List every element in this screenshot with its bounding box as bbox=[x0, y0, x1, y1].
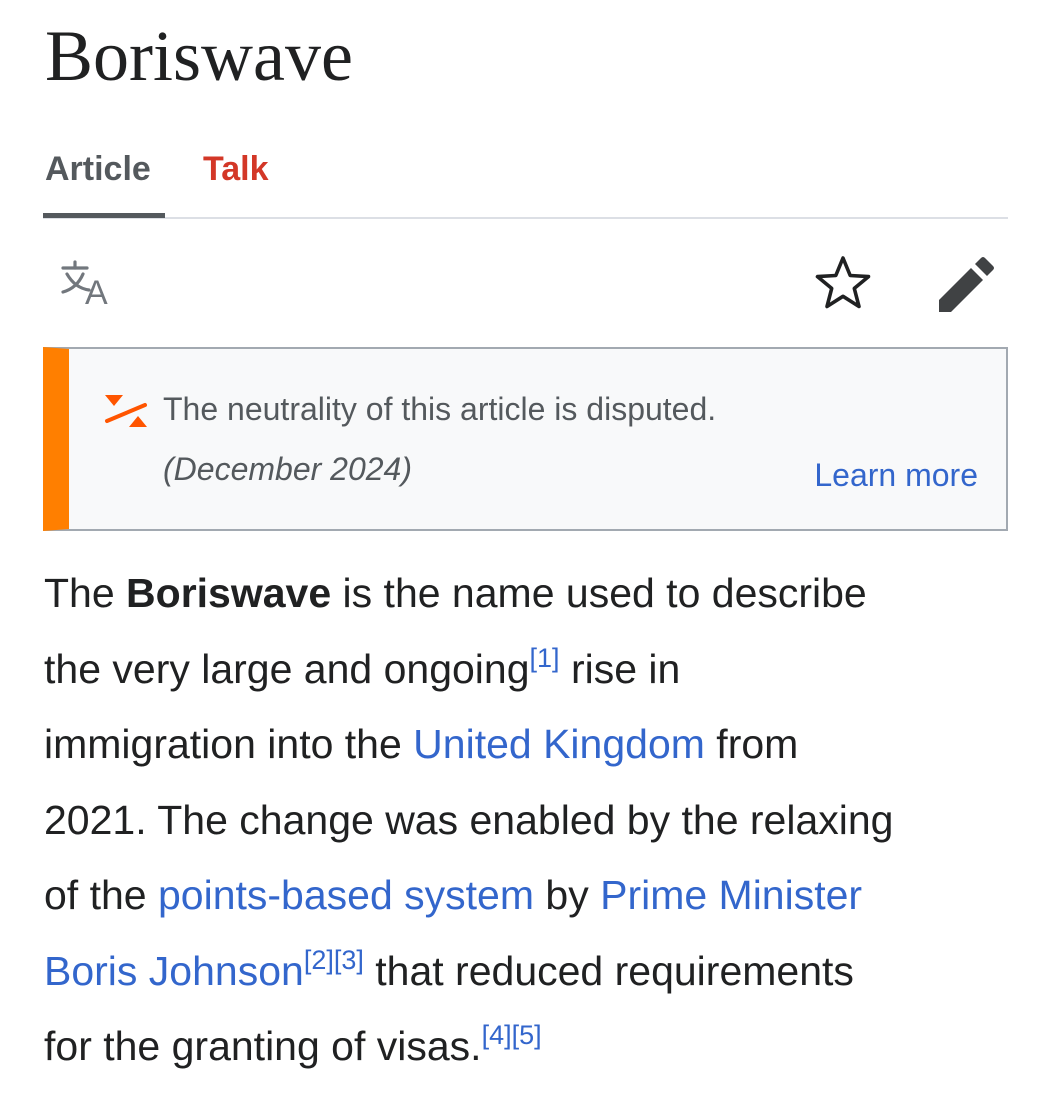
reference-1[interactable]: [1] bbox=[529, 642, 560, 673]
paragraph-line bbox=[44, 858, 1009, 934]
text-run: is the name used to describe bbox=[331, 570, 867, 616]
notice-date: (December 2024) bbox=[163, 451, 412, 487]
pov-scales-icon bbox=[101, 391, 151, 441]
paragraph-line bbox=[44, 556, 1009, 632]
text-run: for the granting of visas. bbox=[44, 1023, 482, 1069]
edit-pencil-icon[interactable] bbox=[927, 248, 999, 320]
paragraph-line bbox=[44, 783, 1009, 859]
text-run: the very large and ongoing bbox=[44, 645, 530, 692]
watch-star-icon[interactable] bbox=[807, 248, 879, 320]
paragraph-line bbox=[44, 632, 1009, 708]
reference-3[interactable]: [3] bbox=[333, 944, 364, 975]
paragraph-line bbox=[44, 934, 1009, 1010]
link-points-based-system[interactable]: points-based system bbox=[157, 872, 534, 918]
page-title: Boriswave bbox=[45, 16, 353, 96]
link-united-kingdom[interactable]: United Kingdom bbox=[413, 721, 705, 767]
learn-more-link[interactable]: Learn more bbox=[814, 457, 978, 493]
page-tabs bbox=[43, 145, 1008, 219]
neutrality-notice bbox=[43, 347, 1008, 531]
language-icon[interactable] bbox=[49, 248, 121, 320]
article-paragraph bbox=[44, 556, 1009, 1085]
text-run: of the bbox=[44, 872, 158, 918]
paragraph-line bbox=[44, 707, 1009, 783]
text-run: 2021. The change was enabled by the relaxing bbox=[44, 796, 894, 843]
text-run: immigration into the bbox=[44, 721, 414, 767]
text-run: that reduced requirements bbox=[363, 947, 854, 994]
text-run: from bbox=[704, 721, 799, 767]
link-prime-minister[interactable]: Prime Minister bbox=[600, 872, 863, 918]
tab-talk[interactable]: Talk bbox=[203, 150, 269, 188]
text-run: by bbox=[534, 872, 601, 918]
page-actions-toolbar bbox=[43, 248, 1008, 320]
reference-5[interactable]: [5] bbox=[511, 1020, 542, 1050]
article-subject-bold: Boriswave bbox=[126, 570, 332, 616]
text-run: rise in bbox=[559, 645, 681, 692]
paragraph-line bbox=[44, 1009, 1009, 1085]
text-run: The bbox=[44, 570, 127, 616]
svg-text:A: A bbox=[85, 274, 108, 312]
notice-text: The neutrality of this article is disputed. bbox=[163, 391, 717, 427]
tab-article[interactable]: Article bbox=[43, 145, 165, 218]
reference-4[interactable]: [4] bbox=[481, 1020, 512, 1050]
link-boris-johnson[interactable]: Boris Johnson bbox=[44, 947, 304, 994]
reference-2[interactable]: [2] bbox=[303, 944, 334, 975]
